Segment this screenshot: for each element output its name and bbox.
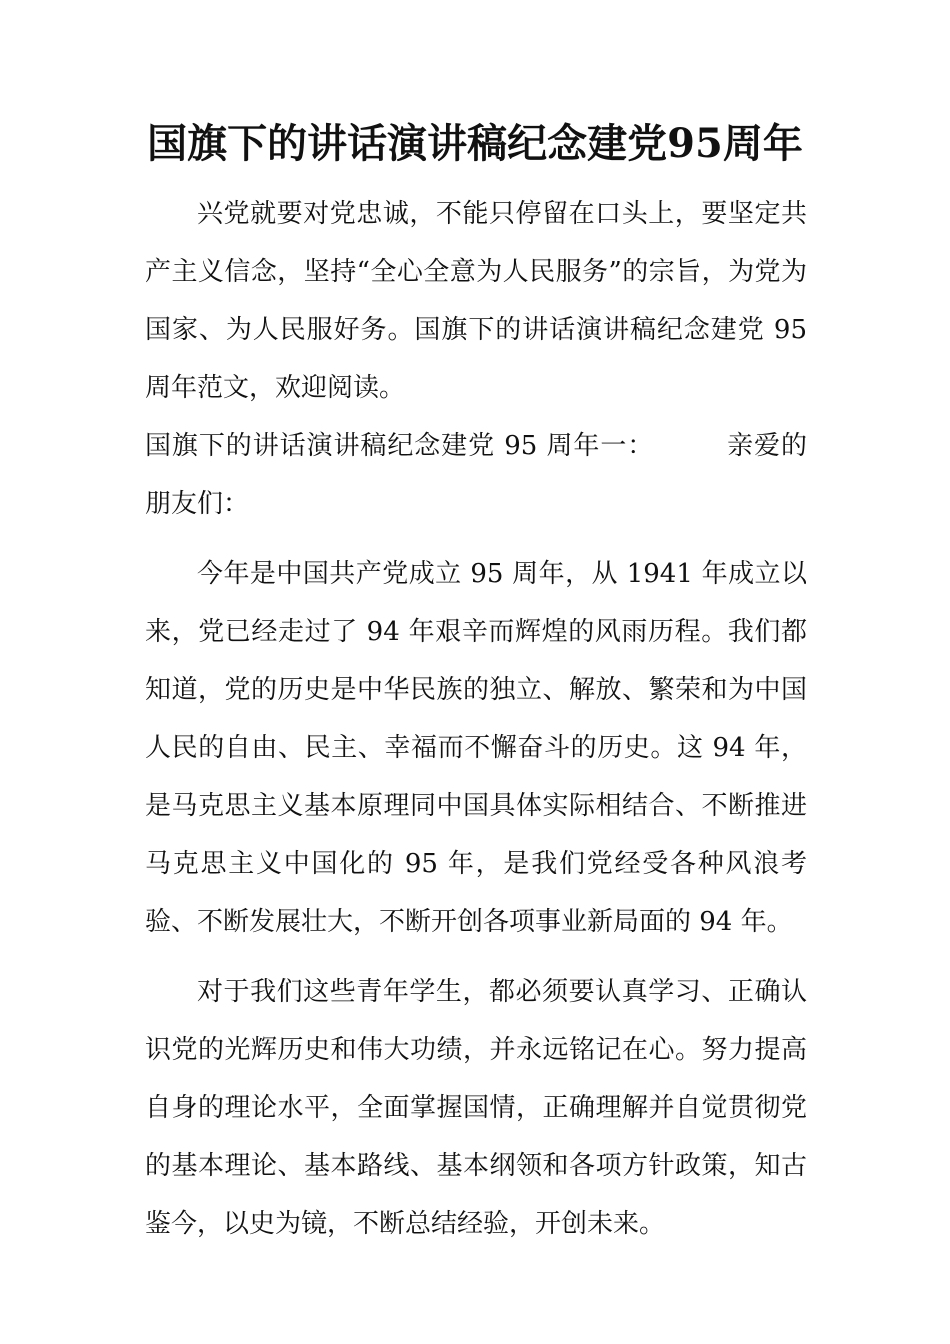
document-body (145, 185, 807, 1253)
section-heading: 国旗下的讲话演讲稿纪念建党 95 周年一： (145, 431, 655, 461)
document-title: 国旗下的讲话演讲稿纪念建党95周年 (147, 120, 803, 167)
section-heading-line (145, 417, 807, 533)
body-paragraph-2: 对于我们这些青年学生，都必须要认真学习、正确认识党的光辉历史和伟大功绩，并永远铭记在心。努力提高自身的理论水平，全面掌握国情，正确理解并自觉贯彻党的基本理论、基本路线、基本纲领和各项方针政策，知古鉴今，以史为镜，不断总结经验，开创未来。 (145, 977, 807, 1239)
salutation: 亲爱的朋友们： (145, 431, 807, 519)
body-paragraph-1: 今年是中国共产党成立 95 周年，从 1941 年成立以来，党已经走过了 94 年艰辛而辉煌的风雨历程。我们都知道，党的历史是中华民族的独立、解放、繁荣和为中国人民的自由、民主、幸福而不懈奋斗的历史。这 94 年，是马克思主义基本原理同中国具体实际相结合、不断推进马克思主义中国化的 95 年，是我们党经受各种风浪考验、不断发展壮大，不断开创各项事业新局面的 94 年。 (145, 559, 807, 937)
intro-paragraph: 兴党就要对党忠诚，不能只停留在口头上，要坚定共产主义信念，坚持“全心全意为人民服务”的宗旨，为党为国家、为人民服好务。国旗下的讲话演讲稿纪念建党 95 周年范文，欢迎阅读。 (145, 199, 807, 403)
